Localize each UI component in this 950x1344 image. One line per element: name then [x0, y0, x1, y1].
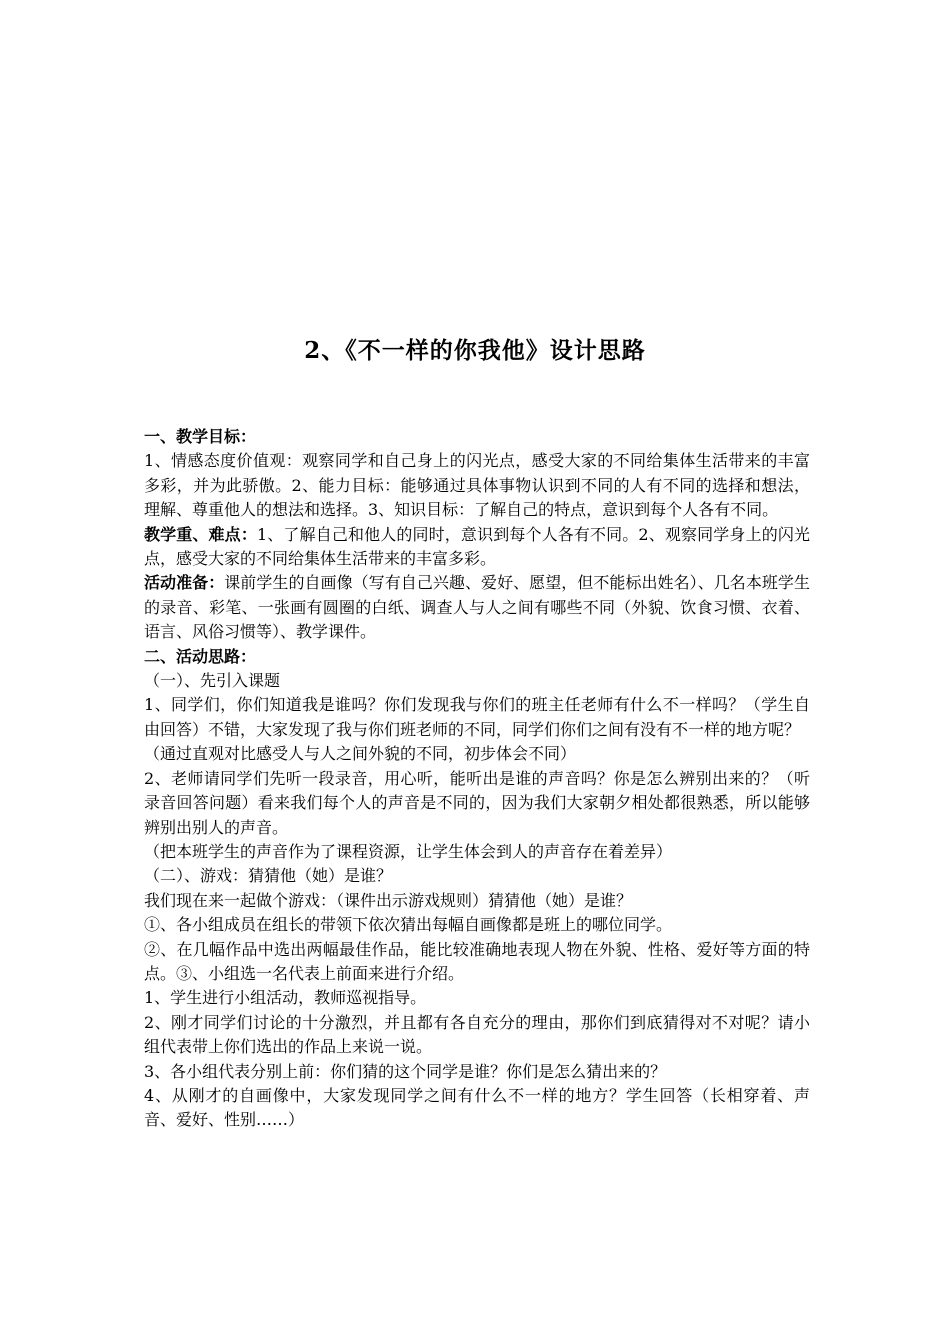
- paragraph: 1、学生进行小组活动，教师巡视指导。: [144, 988, 427, 1008]
- paragraph: ②、在几幅作品中选出两幅最佳作品，能比较准确地表现人物在外貌、性格、爱好等方面的特点。③、小组选一名代表上前面来进行介绍。: [144, 939, 810, 983]
- paragraph: ①、各小组成员在组长的带领下依次猜出每幅自画像都是班上的哪位同学。: [144, 915, 673, 935]
- paragraph: 2、刚才同学们讨论的十分激烈，并且都有各自充分的理由，那你们到底猜得对不对呢？请小组代表带上你们选出的作品上来说一说。: [144, 1012, 810, 1057]
- paragraph: 3、各小组代表分别上前：你们猜的这个同学是谁？你们是怎么猜出来的？: [144, 1061, 667, 1081]
- paragraph: 我们现在来一起做个游戏：（课件出示游戏规则）猜猜他（她）是谁？: [144, 890, 633, 910]
- key-points-text: 1、了解自己和他人的同时，意识到每个人各有不同。2、观察同学身上的闪光点，感受大家的不同给集体生活带来的丰富多彩。: [144, 524, 810, 569]
- paragraph: 2、老师请同学们先听一段录音，用心听，能听出是谁的声音吗？你是怎么辨别出来的？（听录音回答问题）看来我们每个人的声音是不同的，因为我们大家朝夕相处都很熟悉，所以能够辨别出别人的声音。: [144, 768, 810, 837]
- section-heading-goals: 一、教学目标：: [144, 427, 257, 446]
- paragraph: （二）、游戏：猜猜他（她）是谁？: [144, 866, 393, 886]
- preparation-text: 课前学生的自画像（写有自己兴趣、爱好、愿望，但不能标出姓名）、几名本班学生的录音、彩笔、一张画有圆圈的白纸、调查人与人之间有哪些不同（外貌、饮食习惯、衣着、语言、风俗习惯等）、教学课件。: [144, 573, 810, 642]
- preparation-label: 活动准备：: [144, 573, 225, 593]
- preparation-paragraph: [144, 571, 810, 644]
- section-heading-activity: 二、活动思路：: [144, 646, 257, 666]
- key-points-paragraph: [144, 523, 810, 572]
- paragraph: 4、从刚才的自画像中，大家发现同学之间有什么不一样的地方？学生回答（长相穿着、声音、爱好、性别……）: [144, 1085, 810, 1130]
- goals-paragraph: 1、情感态度价值观：观察同学和自己身上的闪光点，感受大家的不同给集体生活带来的丰富多彩，并为此骄傲。2、能力目标：能够通过具体事物认识到不同的人有不同的选择和想法，理解、尊重他人的想法和选择。3、知识目标：了解自己的特点，意识到每个人各有不同。: [144, 451, 810, 520]
- paragraph: （一）、先引入课题: [144, 671, 281, 691]
- paragraph: 1、同学们，你们知道我是谁吗？你们发现我与你们的班主任老师有什么不一样吗？（学生自由回答）不错，大家发现了我与你们班老师的不同，同学们你们之间有没有不一样的地方呢？: [144, 695, 810, 739]
- paragraph: （把本班学生的声音作为了课程资源，让学生体会到人的声音存在着差异）: [144, 841, 673, 861]
- key-points-label: 教学重、难点：: [144, 524, 257, 544]
- document-body: [144, 425, 810, 1133]
- paragraph: （通过直观对比感受人与人之间外貌的不同，初步体会不同）: [144, 744, 577, 764]
- document-title: 2、《不一样的你我他》设计思路: [304, 337, 646, 364]
